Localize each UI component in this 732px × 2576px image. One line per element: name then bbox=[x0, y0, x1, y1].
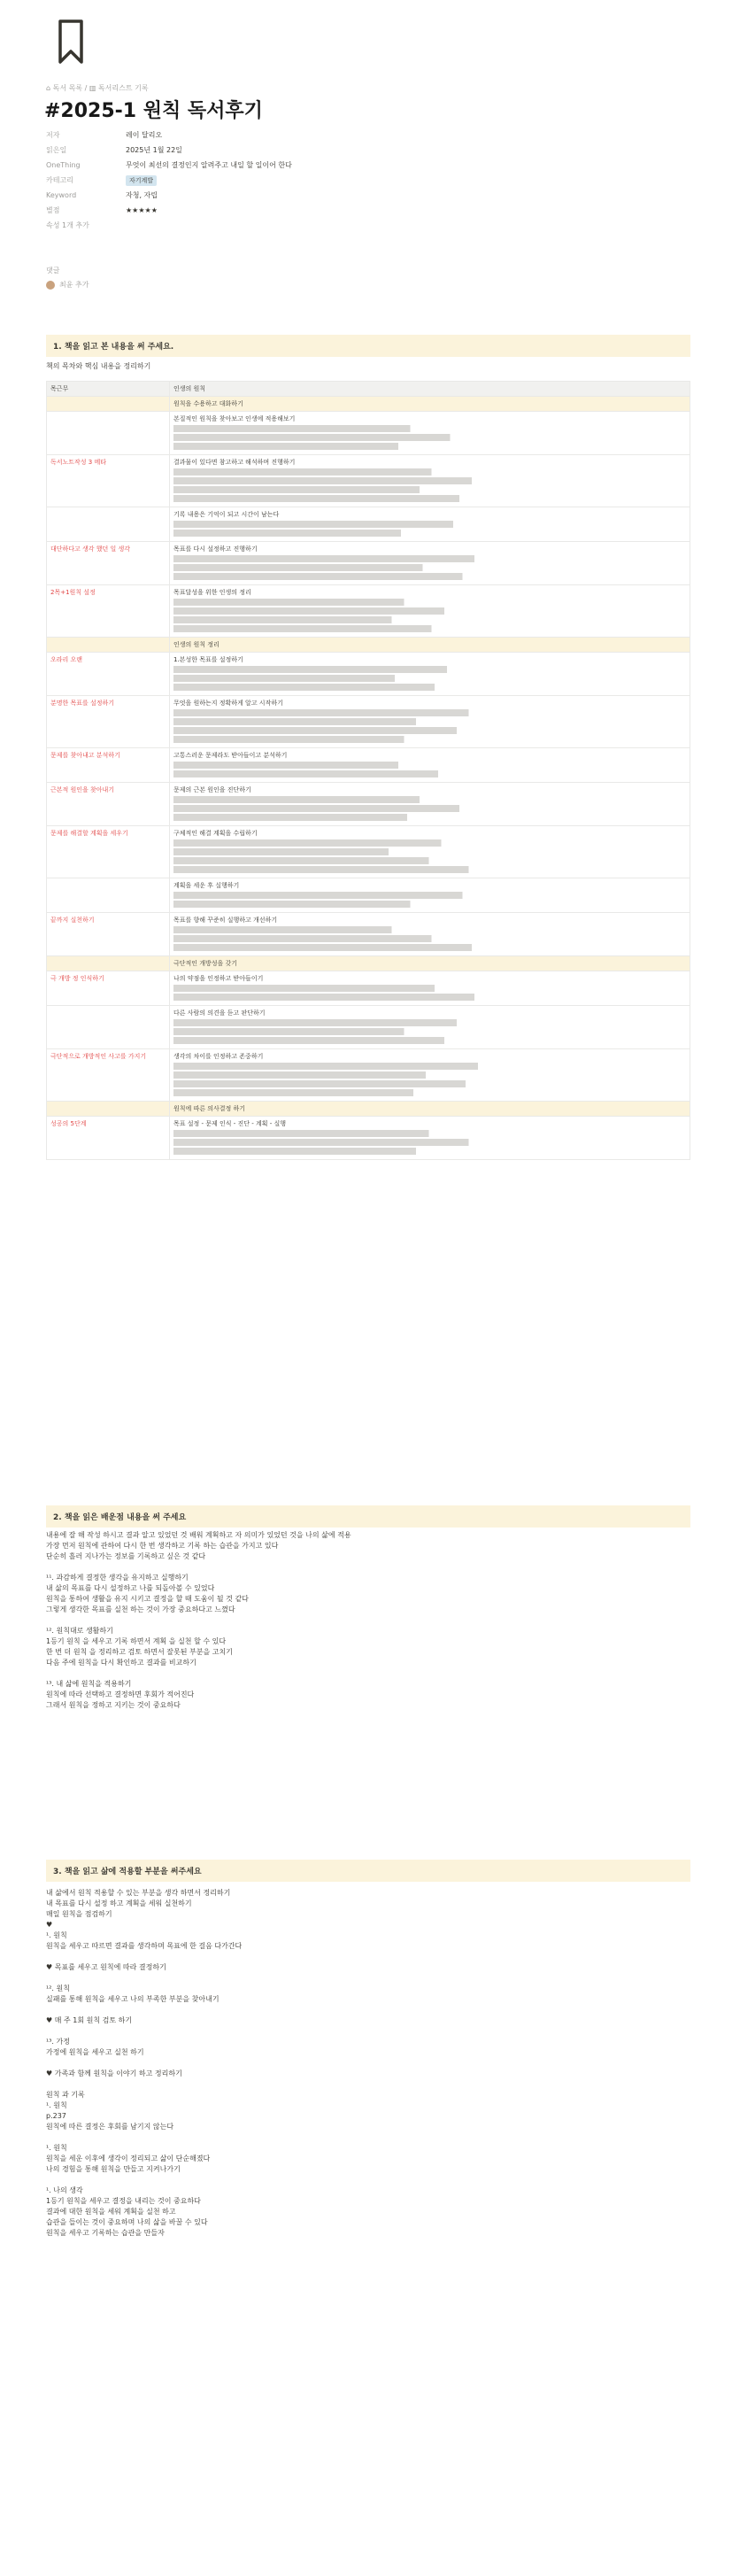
property-value: 무엇이 최선의 결정인지 알려주고 내일 할 일이어 한다 bbox=[126, 161, 292, 169]
text-placeholder-line bbox=[173, 848, 532, 855]
section2-line: ¹². 원칙대로 생활하기 bbox=[46, 1627, 113, 1635]
section3-line bbox=[46, 2079, 690, 2090]
avatar bbox=[46, 281, 55, 290]
property-row[interactable] bbox=[46, 203, 400, 218]
property-row[interactable] bbox=[46, 188, 400, 203]
section2-line: 한 번 더 원칙 을 정리하고 검토 하면서 잘못된 부분을 고치기 bbox=[46, 1648, 233, 1656]
table-cell-content: 목표를 다시 설정하고 진행하기 bbox=[170, 542, 690, 585]
table-cell-topic: 극 개방 정 인식하기 bbox=[47, 971, 170, 1006]
table-row bbox=[47, 455, 690, 507]
text-placeholder-line bbox=[173, 573, 655, 580]
property-key: 읽은일 bbox=[46, 146, 67, 154]
table-cell-topic bbox=[47, 1006, 170, 1049]
text-placeholder-line bbox=[173, 555, 675, 562]
text-placeholder-line bbox=[173, 857, 599, 864]
properties-panel bbox=[46, 128, 400, 233]
section3-callout bbox=[46, 1860, 690, 1882]
text-placeholder-line bbox=[173, 1028, 558, 1035]
text-placeholder-line bbox=[173, 486, 583, 493]
text-placeholder-line bbox=[173, 770, 614, 777]
comments-label: 댓글 bbox=[46, 267, 60, 275]
section3-line: ¹³. 가정 bbox=[46, 2038, 70, 2046]
text-placeholder-line bbox=[173, 994, 675, 1001]
table-cell-content: 본질적인 원칙을 찾아보고 인생에 적용해보기 bbox=[170, 412, 690, 455]
table-row bbox=[47, 585, 690, 638]
section3-line bbox=[46, 2026, 690, 2037]
section3-line: 내 삶에서 원칙 적용할 수 있는 부분을 생각 하면서 정리하기 bbox=[46, 1889, 231, 1897]
section3-line: 가정에 원칙을 세우고 실천 하기 bbox=[46, 2048, 144, 2056]
text-placeholder-line bbox=[173, 1089, 574, 1096]
text-placeholder-line bbox=[173, 434, 635, 441]
section3-line bbox=[46, 1952, 690, 1962]
text-placeholder-line bbox=[173, 468, 604, 476]
text-placeholder-line bbox=[173, 718, 578, 725]
text-placeholder-line bbox=[173, 736, 558, 743]
table-header-cell: 목근무 bbox=[47, 382, 170, 397]
table-row bbox=[47, 638, 690, 653]
section1-callout bbox=[46, 335, 690, 357]
table-cell-content: 목표 설정 - 문제 인식 - 진단 - 계획 - 실행 bbox=[170, 1117, 690, 1160]
section3-line: 원칙을 세운 이후에 생각이 정리되고 삶이 단순해졌다 bbox=[46, 2154, 211, 2162]
property-key: OneThing bbox=[46, 161, 81, 169]
table-row bbox=[47, 507, 690, 542]
section2-line: 그렇게 생각한 목표를 실천 하는 것이 가장 중요하다고 느꼈다 bbox=[46, 1605, 235, 1613]
text-placeholder-line bbox=[173, 814, 563, 821]
section3-line: 매일 원칙을 점검하기 bbox=[46, 1910, 112, 1918]
section1-heading: 1. 책을 읽고 본 내용을 써 주세요. bbox=[53, 343, 174, 352]
text-placeholder-line bbox=[173, 443, 548, 450]
section3-line: ♥ bbox=[46, 1921, 53, 1929]
text-placeholder-line bbox=[173, 866, 666, 873]
section2-line bbox=[46, 1668, 690, 1679]
text-placeholder-line bbox=[173, 425, 568, 432]
table-cell-content: 구체적인 해결 계획을 수립하기 bbox=[170, 826, 690, 878]
table-row bbox=[47, 542, 690, 585]
section2-line: ¹¹. 과감하게 결정한 생각을 유지하고 실행하기 bbox=[46, 1574, 189, 1582]
table-cell-topic bbox=[47, 507, 170, 542]
table-cell-content: 나의 약점을 인정하고 받아들이기 bbox=[170, 971, 690, 1006]
table-row bbox=[47, 826, 690, 878]
section3-line: ¹. 나의 생각 bbox=[46, 2186, 83, 2194]
table-row bbox=[47, 412, 690, 455]
property-value: 2025년 1월 22일 bbox=[126, 146, 182, 154]
section2-line: 그래서 원칙을 정하고 지키는 것이 중요하다 bbox=[46, 1701, 181, 1709]
text-placeholder-line bbox=[173, 796, 583, 803]
section3-line bbox=[46, 2058, 690, 2069]
section3-line: ¹². 원칙 bbox=[46, 1984, 70, 1992]
text-placeholder-line bbox=[173, 839, 620, 847]
property-row[interactable] bbox=[46, 143, 400, 158]
table-row bbox=[47, 653, 690, 696]
section3-line bbox=[46, 2132, 690, 2143]
principles-table bbox=[46, 381, 690, 1160]
section2-line: 가장 먼저 원칙에 관하여 다시 한 번 생각하고 기록 하는 습관을 가지고 있다 bbox=[46, 1542, 279, 1550]
text-placeholder-line bbox=[173, 892, 655, 899]
table-row bbox=[47, 913, 690, 956]
table-row bbox=[47, 1049, 690, 1102]
table-cell-content: 기록 내용은 기억이 되고 시간이 남는다 bbox=[170, 507, 690, 542]
table-cell-topic: 성공의 5단계 bbox=[47, 1117, 170, 1160]
bookmark-icon bbox=[57, 19, 85, 66]
table-cell-topic: 문제를 해결할 계획을 세우기 bbox=[47, 826, 170, 878]
table-row bbox=[47, 397, 690, 412]
property-key: 별점 bbox=[46, 206, 60, 214]
section3-body bbox=[46, 1888, 690, 2239]
section3-line: p.237 bbox=[46, 2112, 66, 2120]
table-cell-content: 고통스러운 문제라도 받아들이고 분석하기 bbox=[170, 748, 690, 783]
section2-line: 다음 주에 원칙을 다시 확인하고 결과를 비교하기 bbox=[46, 1659, 196, 1667]
section2-body bbox=[46, 1530, 690, 1711]
section2-line: 내 삶의 목표를 다시 설정하고 나를 되돌아볼 수 있었다 bbox=[46, 1584, 215, 1592]
property-value: ★★★★★ bbox=[126, 206, 158, 214]
table-cell-topic: 독서노트작성 3 메타 bbox=[47, 455, 170, 507]
text-placeholder-line bbox=[173, 985, 609, 992]
table-cell-topic: 2목+1원칙 설정 bbox=[47, 585, 170, 638]
table-cell-topic: 극단적으로 개방적인 사고를 가지기 bbox=[47, 1049, 170, 1102]
table-cell-topic bbox=[47, 412, 170, 455]
text-placeholder-line bbox=[173, 762, 548, 769]
text-placeholder-line bbox=[173, 530, 552, 537]
property-value: 자청, 자립 bbox=[126, 191, 158, 199]
add-comment-text: 최윤 추가 bbox=[59, 281, 89, 289]
section3-line: 원칙을 세우고 기록하는 습관을 만들자 bbox=[46, 2229, 165, 2237]
table-cell-topic: 분명한 목표를 설정하기 bbox=[47, 696, 170, 748]
table-cell-content: 다른 사람의 의견을 듣고 판단하기 bbox=[170, 1006, 690, 1049]
section2-line: 단순히 흘러 지나가는 정보를 기록하고 싶은 것 같다 bbox=[46, 1552, 206, 1560]
table-row bbox=[47, 971, 690, 1006]
property-key: Keyword bbox=[46, 191, 77, 199]
table-cell-topic: 끝까지 실천하기 bbox=[47, 913, 170, 956]
section3-heading: 3. 책을 읽고 삶에 적용할 부분을 써주세요 bbox=[53, 1868, 202, 1876]
text-placeholder-line bbox=[173, 495, 650, 502]
property-key: 속성 1개 추가 bbox=[46, 221, 89, 229]
section3-line: ♥ 목표를 세우고 원칙에 따라 결정하기 bbox=[46, 1963, 166, 1971]
section3-line: ¹. 원칙 bbox=[46, 2101, 67, 2109]
section3-line: 실패를 통해 원칙을 세우고 나의 부족한 부분을 찾아내기 bbox=[46, 1995, 220, 2003]
text-placeholder-line bbox=[173, 1080, 660, 1087]
table-cell-content: 목표를 향해 꾸준히 실행하고 개선하기 bbox=[170, 913, 690, 956]
table-row bbox=[47, 878, 690, 913]
text-placeholder-line bbox=[173, 935, 604, 942]
text-placeholder-line bbox=[173, 1037, 625, 1044]
text-placeholder-line bbox=[173, 607, 625, 615]
text-placeholder-line bbox=[173, 521, 640, 528]
section3-line: ¹. 원칙 bbox=[46, 1931, 67, 1939]
property-value: 자기계발 bbox=[126, 175, 157, 186]
text-placeholder-line bbox=[173, 477, 671, 484]
section3-line: ♥ 가족과 함께 원칙을 이야기 하고 정리하기 bbox=[46, 2069, 182, 2077]
text-placeholder-line bbox=[173, 625, 604, 632]
section2-line bbox=[46, 1615, 690, 1626]
section3-line: 원칙에 따른 결정은 후회를 남기지 않는다 bbox=[46, 2123, 174, 2131]
text-placeholder-line bbox=[173, 1139, 666, 1146]
table-header-cell: 인생의 원칙 bbox=[170, 382, 690, 397]
text-placeholder-line bbox=[173, 901, 568, 908]
section2-line: 1등기 원칙 을 세우고 기록 하면서 계획 을 실천 할 수 있다 bbox=[46, 1637, 227, 1645]
table-row bbox=[47, 696, 690, 748]
section3-line: ♥ 매 주 1회 원칙 검토 하기 bbox=[46, 2016, 133, 2024]
property-key: 저자 bbox=[46, 131, 60, 139]
section2-line: 내용에 잘 해 작성 하시고 결과 알고 있었던 것 배워 계획하고 자 의미가 있었던 것을 나의 삶에 적용 bbox=[46, 1531, 351, 1539]
text-placeholder-line bbox=[173, 805, 650, 812]
table-cell-content: 결과물이 있다면 참고하고 해석하며 진행하기 bbox=[170, 455, 690, 507]
table-row bbox=[47, 748, 690, 783]
section2-line: 원칙을 통하여 생활을 유지 시키고 결정을 할 때 도움이 될 것 같다 bbox=[46, 1595, 249, 1603]
text-placeholder-line bbox=[173, 1071, 594, 1079]
table-cell-content: 목표달성을 위한 인생의 정리 bbox=[170, 585, 690, 638]
section3-line: 습관을 들이는 것이 중요하며 나의 삶을 바꿀 수 있다 bbox=[46, 2218, 208, 2226]
section3-line bbox=[46, 2175, 690, 2185]
table-cell-topic bbox=[47, 397, 170, 412]
section3-line: ¹. 원칙 bbox=[46, 2144, 67, 2152]
section2-callout bbox=[46, 1505, 690, 1528]
section2-heading: 2. 책을 읽은 배운점 내용을 써 주세요 bbox=[53, 1513, 187, 1522]
table-row bbox=[47, 783, 690, 826]
page-title[interactable]: #2025-1 원칙 독서후기 bbox=[44, 100, 263, 122]
text-placeholder-line bbox=[173, 616, 537, 623]
table-cell-topic: 문제를 찾아내고 분석하기 bbox=[47, 748, 170, 783]
text-placeholder-line bbox=[173, 709, 666, 716]
table-cell-content: 문제의 근본 원인을 진단하기 bbox=[170, 783, 690, 826]
text-placeholder-line bbox=[173, 1148, 578, 1155]
property-key: 카테고리 bbox=[46, 176, 73, 184]
property-row[interactable] bbox=[46, 158, 400, 173]
text-placeholder-line bbox=[173, 944, 671, 951]
section2-line: ¹³. 내 삶에 원칙을 적용하기 bbox=[46, 1680, 132, 1688]
text-placeholder-line bbox=[173, 1063, 681, 1070]
section3-line: 결과에 대한 원칙을 세워 계획을 실천 하고 bbox=[46, 2208, 176, 2216]
table-cell-content: 극단적인 개방성을 갖기 bbox=[170, 956, 690, 971]
table-cell-content: 원칙에 따른 의사결정 하기 bbox=[170, 1102, 690, 1117]
table-row bbox=[47, 1117, 690, 1160]
add-comment-row[interactable] bbox=[46, 280, 89, 290]
table-cell-content: 인생의 원칙 정리 bbox=[170, 638, 690, 653]
section3-line: 1등기 원칙을 세우고 결정을 내리는 것이 중요하다 bbox=[46, 2197, 201, 2205]
table-header-row bbox=[47, 382, 690, 397]
section2-line bbox=[46, 1562, 690, 1573]
table-cell-topic bbox=[47, 638, 170, 653]
table-cell-topic bbox=[47, 1102, 170, 1117]
table-cell-topic: 오라리 오랜 bbox=[47, 653, 170, 696]
property-row[interactable] bbox=[46, 218, 400, 233]
table-cell-content: 계획을 세운 후 실행하기 bbox=[170, 878, 690, 913]
text-placeholder-line bbox=[173, 684, 609, 691]
table-cell-content: 원칙을 수용하고 대화하기 bbox=[170, 397, 690, 412]
table-cell-topic bbox=[47, 956, 170, 971]
text-placeholder-line bbox=[173, 1019, 645, 1026]
text-placeholder-line bbox=[173, 727, 645, 734]
section3-line bbox=[46, 2005, 690, 2015]
property-value: 레이 달리오 bbox=[126, 131, 163, 139]
section2-line: 원칙에 따라 선택하고 결정하면 후회가 적어진다 bbox=[46, 1690, 195, 1698]
text-placeholder-line bbox=[173, 564, 589, 571]
table-cell-topic: 대단하다고 생각 했던 일 생각 bbox=[47, 542, 170, 585]
table-cell-content: 무엇을 원하는지 정확하게 알고 시작하기 bbox=[170, 696, 690, 748]
property-row[interactable] bbox=[46, 128, 400, 143]
section3-line: 내 목표를 다시 설정 하고 계획을 세워 실천하기 bbox=[46, 1899, 192, 1907]
text-placeholder-line bbox=[173, 926, 537, 933]
table-row bbox=[47, 956, 690, 971]
table-cell-content: 생각의 차이를 인정하고 존중하기 bbox=[170, 1049, 690, 1102]
breadcrumb[interactable]: ⌂ 독서 목록 / ▥ 독서리스트 기록 bbox=[46, 84, 149, 92]
section3-line: 나의 경험을 통해 원칙을 만들고 지켜나가기 bbox=[46, 2165, 181, 2173]
section1-intro: 책의 목차와 핵심 내용을 정리하기 bbox=[46, 362, 151, 370]
table-row bbox=[47, 1102, 690, 1117]
table-cell-content: 1.본성한 목표를 설정하기 bbox=[170, 653, 690, 696]
text-placeholder-line bbox=[173, 599, 558, 606]
table-cell-topic: 근본적 원인을 찾아내기 bbox=[47, 783, 170, 826]
property-row[interactable] bbox=[46, 173, 400, 188]
table-cell-topic bbox=[47, 878, 170, 913]
text-placeholder-line bbox=[173, 666, 629, 673]
section3-line: 원칙 과 기록 bbox=[46, 2091, 85, 2099]
text-placeholder-line bbox=[173, 1130, 599, 1137]
table-row bbox=[47, 1006, 690, 1049]
section3-line: 원칙을 세우고 따르면 결과를 생각하며 목표에 한 걸음 다가간다 bbox=[46, 1942, 243, 1950]
section3-line bbox=[46, 1973, 690, 1984]
text-placeholder-line bbox=[173, 675, 543, 682]
